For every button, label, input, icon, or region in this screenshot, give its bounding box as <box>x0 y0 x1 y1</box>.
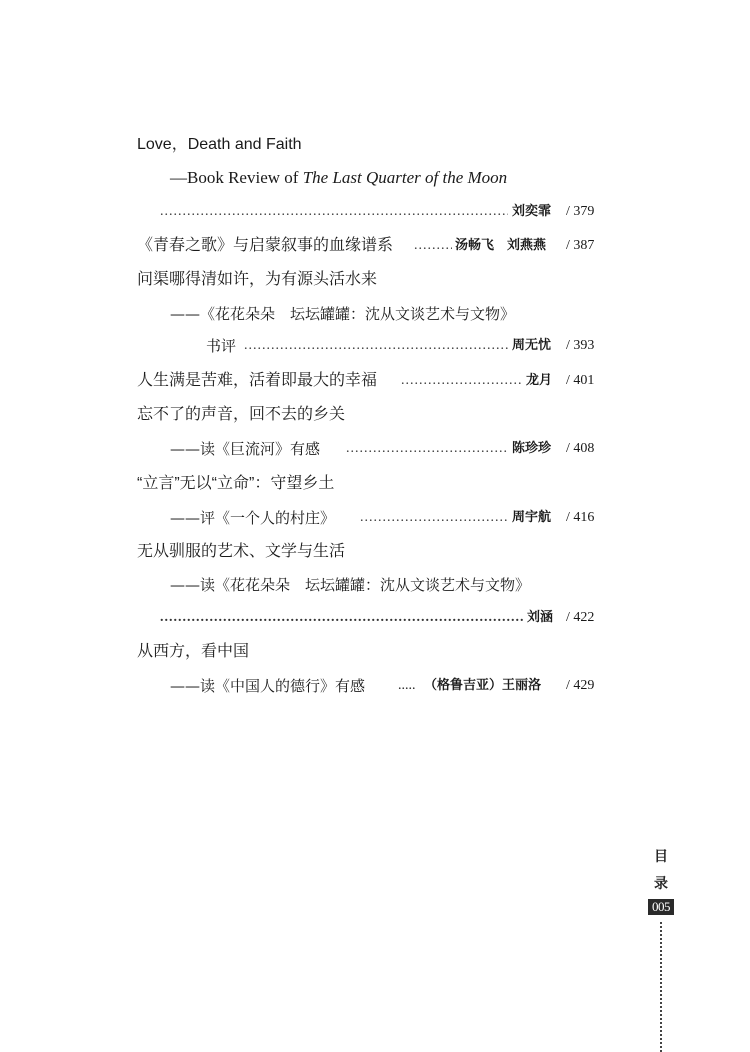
entry-page: / 393 <box>566 338 595 353</box>
toc-entry-title <box>0 130 750 160</box>
entry-title: Love，Death and Faith <box>137 136 302 153</box>
dot-leader <box>401 366 521 396</box>
entry-subtitle: ——读《花花朵朵 坛坛罐罐：沈从文谈艺术与文物》 <box>170 576 531 594</box>
entry-page: / 387 <box>566 238 595 253</box>
dot-leader <box>244 331 508 361</box>
entry-author: 陈珍珍 <box>512 441 552 456</box>
toc-entry-leader-row <box>0 671 750 701</box>
entry-title: 问渠哪得清如许，为有源头活水来 <box>137 271 378 288</box>
toc-entry-title <box>0 265 750 295</box>
subtitle-italic: The Last Quarter of the Moon <box>302 168 508 187</box>
entry-page: / 429 <box>566 678 595 693</box>
toc-entry-leader-row <box>0 434 750 464</box>
toc-entry-subtitle <box>0 163 750 193</box>
toc-entry-subtitle <box>0 570 750 600</box>
toc-entry-row <box>0 231 750 261</box>
toc-entry-subtitle <box>0 299 750 329</box>
dot-leader <box>346 434 508 464</box>
dot-leader <box>160 197 508 227</box>
entry-author: 刘涵 <box>527 610 554 625</box>
toc-entry-title <box>0 400 750 430</box>
entry-title: 《青春之歌》与启蒙叙事的血缘谱系 <box>137 237 394 254</box>
section-label-lu: 录 <box>654 876 668 892</box>
toc-entry-title <box>0 637 750 667</box>
toc-entry-leader-row <box>0 331 750 361</box>
entry-title: “立言”无以“立命”：守望乡土 <box>137 475 335 492</box>
entry-author: 周无忧 <box>512 338 552 353</box>
entry-subtitle: ——评《一个人的村庄》 <box>170 509 336 527</box>
entry-author: 周宇航 <box>512 510 552 525</box>
entry-page: / 401 <box>566 373 595 388</box>
toc-entry-leader-row <box>0 197 750 227</box>
dot-leader-short: ..... <box>398 678 416 693</box>
entry-subtitle: ——读《中国人的德行》有感 <box>170 677 366 695</box>
dot-leader <box>160 603 524 633</box>
toc-entry-leader-row <box>0 503 750 533</box>
toc-entry-leader-row <box>0 603 750 633</box>
entry-subtitle-cont: 书评 <box>206 337 237 355</box>
page-number: 005 <box>652 899 670 914</box>
entry-title: 忘不了的声音，回不去的乡关 <box>137 406 346 423</box>
entry-subtitle: ——《花花朵朵 坛坛罐罐：沈从文谈艺术与文物》 <box>170 305 516 323</box>
entry-title: 从西方，看中国 <box>137 643 250 660</box>
toc-entry-row <box>0 366 750 396</box>
section-label-mu: 目 <box>654 849 668 865</box>
dotted-margin-rule <box>660 922 662 1052</box>
entry-author: 刘奕霏 <box>512 204 552 219</box>
entry-page: / 422 <box>566 610 595 625</box>
entry-subtitle: ——读《巨流河》有感 <box>170 440 321 458</box>
page-number-badge <box>648 899 674 915</box>
entry-author: 汤畅飞 刘燕燕 <box>455 238 547 253</box>
entry-title: 无从驯服的艺术、文学与生活 <box>137 543 346 560</box>
entry-page: / 416 <box>566 510 595 525</box>
toc-entry-title <box>0 537 750 567</box>
entry-title: 人生满是苦难，活着即最大的幸福 <box>137 372 378 389</box>
toc-entry-title <box>0 469 750 499</box>
entry-author: 龙月 <box>526 373 553 388</box>
subtitle-prefix: —Book Review of <box>170 168 303 187</box>
dot-leader <box>360 503 508 533</box>
entry-author: （格鲁吉亚）王丽洛 <box>424 678 542 693</box>
dot-leader <box>414 231 452 261</box>
entry-page: / 379 <box>566 204 595 219</box>
entry-page: / 408 <box>566 441 595 456</box>
